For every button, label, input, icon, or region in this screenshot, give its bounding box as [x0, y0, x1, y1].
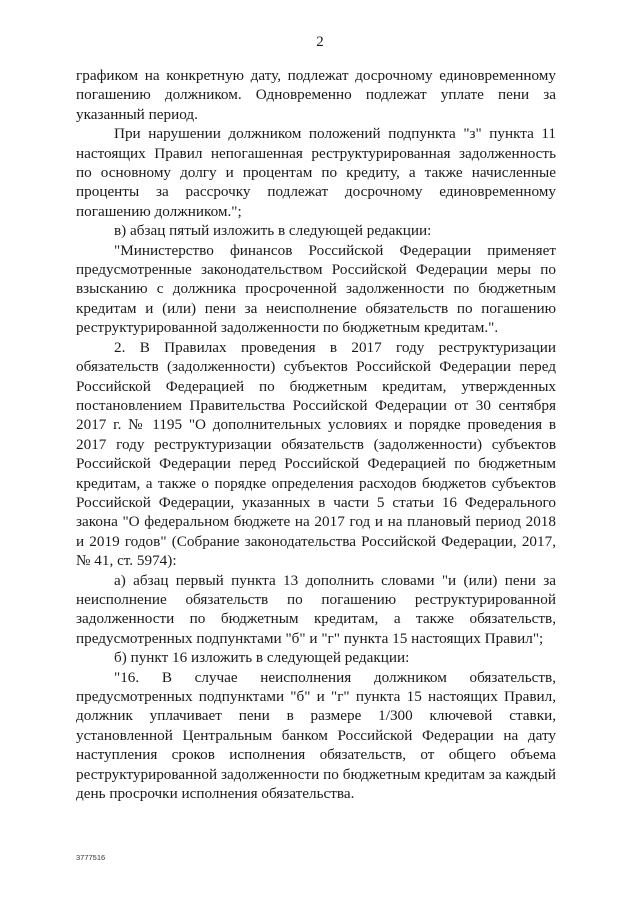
document-code: 3777516 [76, 853, 106, 862]
paragraph-violation-clause: При нарушении должником положений подпункта "з" пункта 11 настоящих Правил непогашенная реструктурированная задолженность по основному долгу и процентам по кредиту, а также начисленные проценты за рассрочку подлежат досрочному единовременному погашению должником."; [76, 125, 556, 220]
paragraph-point-16: "16. В случае неисполнения должником обязательств, предусмотренных подпунктами "б" и "г" пункта 15 настоящих Правил, должник уплачивает пени в размере 1/300 ключевой ставки, установленной Центральным банком Российской Федерации на дату наступления сроков исполнения обязательств, от общего объема реструктурированной задолженности по бюджетным кредитам за каждый день просрочки исполнения обязательства. [76, 668, 556, 803]
paragraph-continuation: графиком на конкретную дату, подлежат досрочному единовременному погашению должником. Одновременно подлежат уплате пени за указанный период. [76, 67, 556, 123]
page-number: 2 [316, 34, 324, 50]
document-body [76, 66, 556, 803]
paragraph-ministry-clause: "Министерство финансов Российской Федерации применяет предусмотренные законодательством Российской Федерации меры по взысканию с должника просроченной задолженности по бюджетным кредитам и (или) пени за неисполнение обязательств по погашению реструктурированной задолженности по бюджетным кредитам.". [76, 241, 556, 337]
paragraph-subitem-a: а) абзац первый пункта 13 дополнить словами "и (или) пени за неисполнение обязательств по погашению реструктурированной задолженности по бюджетным кредитам, а также обязательств, предусмотренных подпунктами "б" и "г" пункта 15 настоящих Правил"; [76, 571, 556, 647]
paragraph-subitem-v: в) абзац пятый изложить в следующей редакции: [114, 222, 432, 240]
paragraph-subitem-b: б) пункт 16 изложить в следующей редакции: [114, 649, 410, 667]
paragraph-item-2: 2. В Правилах проведения в 2017 году реструктуризации обязательств (задолженности) субъектов Российской Федерации перед Российской Федерацией по бюджетным кредитам, утвержденных постановлением Правительства Российской Федерации от 30 сентября 2017 г. № 1195 "О дополнительных условиях и порядке проведения в 2017 году реструктуризации обязательств (задолженности) субъектов Российской Федерации перед Российской Федерацией по бюджетным кредитам, а также о порядке определения расходов бюджетов субъектов Российской Федерации, указанных в части 5 статьи 16 Федерального закона "О федеральном бюджете на 2017 год и на плановый период 2018 и 2019 годов" (Собрание законодательства Российской Федерации, 2017, № 41, ст. 5974): [76, 338, 556, 570]
